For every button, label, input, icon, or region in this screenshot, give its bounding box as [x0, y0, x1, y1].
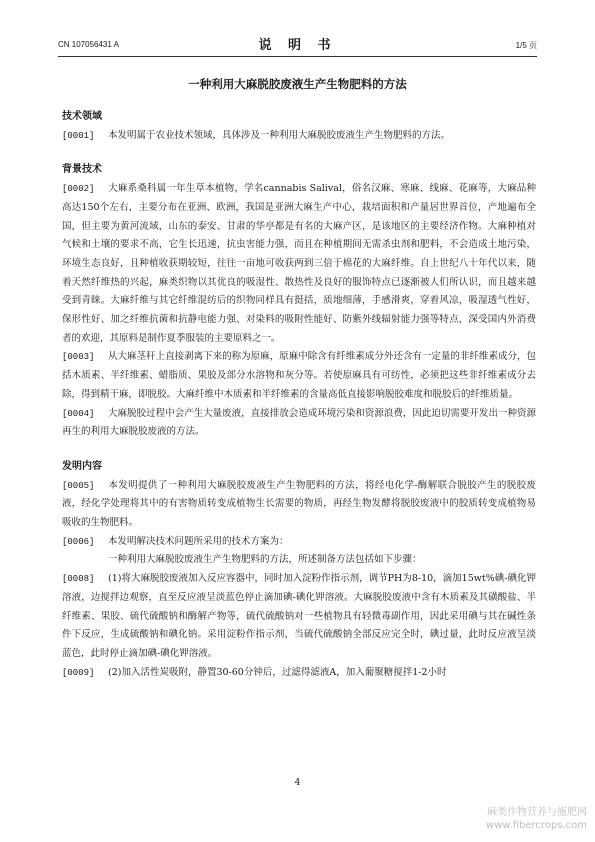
paragraph — [62, 477, 536, 533]
paragraph-tag: [0006] — [62, 536, 95, 547]
paragraph-text: 本发明属于农业技术领域，具体涉及一种利用大麻脱胶废液生产生物肥料的方法。 — [108, 129, 451, 141]
paragraph-text: 本发明解决技术问题所采用的技术方案为： — [108, 535, 289, 547]
paragraph — [62, 664, 536, 683]
doc-type: 说 明 书 — [258, 38, 337, 53]
paragraph — [62, 127, 536, 146]
header-divider — [58, 56, 537, 57]
paragraph-text: 大麻系桑科属一年生草本植物，学名cannabis Salival，俗名汉麻、寒麻、线麻、花麻等，大麻品种高达150个左右，主要分布在亚洲、欧洲，我国是亚洲大麻生产中心，栽培面积和产量居世界首位，产地遍布全国，但主要为黄河流域，山东的泰安、甘肃的华亭都是有名的大麻产区，是该地区的主要经济作物。大麻种植对气候和土壤的要求不高，它生长迅速，抗虫害能力强，而且在种植期间无需杀虫剂和肥料，不会造成土地污染，环境生态良好，且种植收获期较短，往往一亩地可收获两到三倍于棉花的大麻纤维。自上世纪八十年代以来，随着天然纤维热的兴起，麻类织物以其优良的吸湿性、散热性及良好的服饰特点已逐渐被人们所认识，而且越来越受到青睐。大麻纤维与其它纤维混纺后的织物同样具有挺括，质地细薄，手感滑爽，穿着风凉，吸湿透气性好，保形性好、加之纤维抗菌和抗静电能力强、对染料的吸附性能好、防紫外线辐射能力强等特点，深受国内外消费者的欢迎，其原料是制作夏季服装的主要原料之一。 — [62, 183, 536, 344]
watermark-line: 麻类作物营养与施肥网 — [487, 807, 587, 818]
paragraph — [62, 570, 536, 664]
page-number: 4 — [294, 778, 301, 788]
section-heading: 技术领域 — [62, 111, 102, 122]
paragraph-tag: [0005] — [62, 480, 95, 491]
paragraph-tag: [0002] — [62, 184, 95, 195]
paragraph-tag: [0009] — [62, 667, 95, 678]
section-heading: 发明内容 — [62, 460, 102, 472]
paragraph-tag: [0004] — [62, 408, 95, 419]
paragraph-tag: [0001] — [62, 130, 95, 141]
paragraph-text: 从大麻茎秆上直接剥离下来的称为原麻，原麻中除含有纤维素成分外还含有一定量的非纤维素成分，包括木质素、半纤维素、蜡脂质、果胶及部分水溶物和灰分等。若使原麻具有可纺性，必须把这些非纤维素成分去除，得到精干麻，即脱胶。大麻纤维中木质素和半纤维素的含量高低直接影响脱胶难度和脱胶后的纤维质量。 — [62, 351, 536, 400]
paragraph-text: (1)将大麻脱胶废液加入反应容器中，同时加入淀粉作指示剂，调节PH为8-10，滴加15wt%碘-碘化钾溶液，边搅拌边观察，直至反应液呈淡蓝色停止滴加碘-碘化钾溶液。大麻脱胶废液中含有木质素及其磺酸盐、半纤维素、果胶、硫代硫酸钠和酶解产物等，硫代硫酸钠对一些植物具有轻微毒副作用，因此采用碘与其在碱性条件下反应，生成硫酸钠和碘化钠。采用淀粉作指示剂，当硫代硫酸钠全部反应完全时，碘过量，此时反应液呈淡蓝色，此时停止滴加碘-碘化钾溶液。 — [62, 573, 536, 659]
paragraph-text: 本发明提供了一种利用大麻脱胶废液生产生物肥料的方法，将经电化学-酶解联合脱胶产生的脱胶废液，经化学处理将其中的有害物质转变成植物生长需要的物质，再经生物发酵将脱胶废液中的胶质转变成植物易吸收的生物肥料。 — [62, 479, 536, 529]
document-body — [62, 108, 536, 682]
paragraph — [62, 405, 536, 442]
document-title: 一种利用大麻脱胶废液生产生物肥料的方法 — [188, 77, 407, 91]
watermark — [486, 806, 587, 832]
paragraph-text: 一种利用大麻脱胶废液生产生物肥料的方法，所述制备方法包括如下步骤： — [108, 554, 422, 566]
doc-number: CN 107056431 A — [58, 40, 119, 49]
paragraph — [62, 551, 536, 570]
paragraph-text: 大麻脱胶过程中会产生大量废液，直接排放会造成环境污染和资源浪费，因此迫切需要开发出一种资源再生的利用大麻脱胶废液的方法。 — [62, 407, 536, 438]
paragraph-tag: [0008] — [62, 574, 95, 585]
spacer — [62, 442, 536, 458]
page-header — [58, 34, 537, 54]
watermark-url: www.fibercrops.com — [485, 820, 587, 831]
spacer — [62, 145, 536, 161]
section-heading: 背景技术 — [62, 164, 102, 176]
paragraph — [62, 348, 536, 404]
paragraph-tag: [0003] — [62, 352, 95, 363]
paragraph — [62, 180, 536, 348]
paragraph-text: (2)加入活性炭吸附，静置30-60分钟后，过滤得滤液A，加入葡聚糖搅拌1-2小时 — [108, 666, 447, 678]
paragraph — [62, 533, 536, 552]
page-of: 1/5 页 — [515, 41, 537, 50]
